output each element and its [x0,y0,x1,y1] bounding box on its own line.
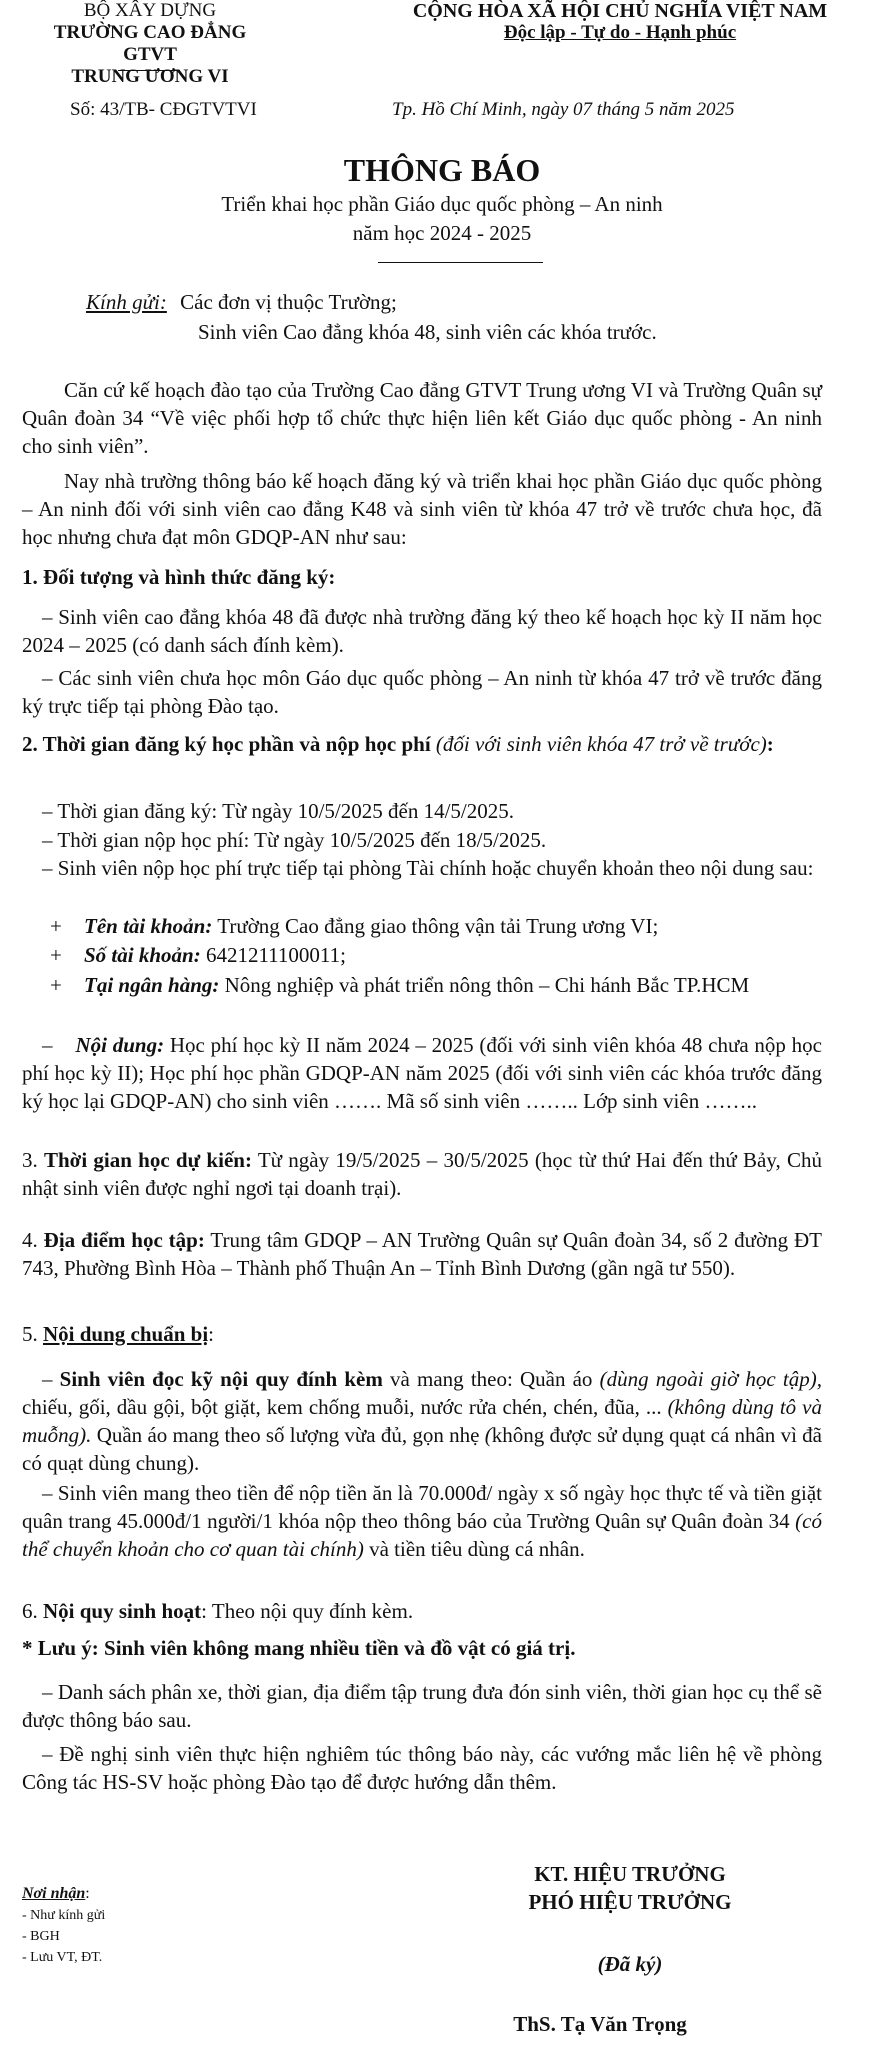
section3-text: Từ ngày 19/5/2025 – 30/5/2025 (học từ thứ Hai đến thứ Bảy, Chủ nhật sinh viên được nghỉ ngơi tại doanh trại). [22,1148,822,1200]
header-right [370,0,870,44]
section2-heading-text: 2. Thời gian đăng ký học phần và nộp học phí [22,732,436,756]
section1-item2: – Các sinh viên chưa học môn Gáo dục quốc phòng – An ninh từ khóa 47 trở về trước đăng ký trực tiếp tại phòng Đào tạo. [22,666,822,718]
payment-content-value: Học phí học kỳ II năm 2024 – 2025 (đối với sinh viên khóa 48 chưa nộp học phí học kỳ II); Học phí học phần GDQP-AN năm 2025 (đối với sinh viên các khóa trước đăng ký học lại GDQP-AN) cho sinh viên ……. Mã số sinh viên …….. Lớp sinh viên …….. [22,1033,822,1113]
school-name-line1: TRƯỜNG CAO ĐẲNG GTVT [53,22,247,65]
header-left [30,0,270,88]
bank-label: Tại ngân hàng: [84,973,220,997]
section6 [22,1597,822,1625]
title-subtitle-line1: Triển khai học phần Giáo dục quốc phòng – An ninh [221,192,663,216]
bank-row [50,971,830,999]
section6-number: 6. [22,1599,43,1623]
place-date: Tp. Hồ Chí Minh, ngày 07 tháng 5 năm 2025 [392,99,735,120]
header-left-underline [118,70,180,71]
note-item1: – Danh sách phân xe, thời gian, địa điểm tập trung đưa đón sinh viên, thời gian học cụ thể sẽ được thông báo sau. [22,1680,822,1732]
section1-heading: 1. Đối tượng và hình thức đăng ký: [22,565,336,589]
plus-bullet: + [50,943,62,967]
section2-payment-method: – Sinh viên nộp học phí trực tiếp tại phòng Tài chính hoặc chuyển khoản theo nội dung sau: [42,856,814,880]
section5-number: 5. [22,1322,43,1346]
section2-fee-time: – Thời gian nộp học phí: Từ ngày 10/5/2025 đến 18/5/2025. [42,828,547,852]
recipient-line1: Các đơn vị thuộc Trường; [180,290,397,314]
signature-title-line1: KT. HIỆU TRƯỞNG [534,1862,726,1886]
section2-register-time: – Thời gian đăng ký: Từ ngày 10/5/2025 đến 14/5/2025. [42,799,515,823]
section5-paragraph2 [22,1479,822,1563]
section5-rules-emphasis: Sinh viên đọc kỹ nội quy đính kèm [59,1367,383,1391]
section5-text-c: Quần áo mang theo số lượng vừa đủ, gọn nhẹ [91,1423,485,1447]
account-name-label: Tên tài khoản: [84,914,213,938]
receivers-heading [22,1880,90,1908]
section5-paren: ( [484,1423,492,1447]
note-item2: – Đề nghị sinh viên thực hiện nghiêm túc thông báo này, các vướng mắc liên hệ về phòng Công tác HS-SV hoặc phòng Đào tạo để được hướng dẫn thêm. [22,1742,822,1794]
receiver-item: - Lưu VT, ĐT. [22,1950,103,1965]
account-number-row [50,941,830,969]
section5-text-a: và mang theo: Quần áo [382,1367,600,1391]
section5-p2-note: (có thể chuyển khoản cho cơ quan tài chính) [22,1509,822,1561]
section5-p2-text-b: và tiền tiêu dùng cá nhân. [363,1537,585,1561]
account-number-value: 6421211100011; [200,943,346,967]
intro-paragraph-1: Căn cứ kế hoạch đào tạo của Trường Cao đẳng GTVT Trung ương VI và Trường Quân sự Quân đoàn 34 “Về việc phối hợp tổ chức thực hiện liên kết Giáo dục quốc phòng - An ninh cho sinh viên”. [22,378,822,458]
recipients [86,288,397,316]
section5-paragraph1 [22,1365,822,1477]
title-underline [378,262,543,263]
signature-title-line2: PHÓ HIỆU TRƯỞNG [528,1890,732,1914]
recipient-line2: Sinh viên Cao đẳng khóa 48, sinh viên các khóa trước. [198,320,657,344]
document-number: Số: 43/TB- CĐGTVTVI [70,99,257,120]
section5-text-d: không được sử dụng quạt cá nhân vì đã có quạt dùng chung). [22,1423,822,1475]
signer-name: ThS. Tạ Văn Trọng [513,2012,687,2036]
signed-mark: (Đã ký) [597,1952,663,1976]
payment-content-row [22,1031,822,1115]
plus-bullet: + [50,914,62,938]
receivers-colon: : [85,1885,90,1902]
plus-bullet: + [50,973,62,997]
section4-number: 4. [22,1228,44,1252]
title-subtitle-line2: năm học 2024 - 2025 [352,221,532,245]
section5-text-b: chiếu, gối, dầu gội, bột giặt, kem chống muỗi, nước rửa chén, chén, đũa, ... [22,1395,668,1419]
section4-text: Trung tâm GDQP – AN Trường Quân sự Quân đoàn 34, số 2 đường ĐT 743, Phường Bình Hòa – Thành phố Thuận An – Tỉnh Bình Dương (gần ngã tư 550). [22,1228,823,1280]
payment-content-label: Nội dung: [75,1033,165,1057]
nation-name: CỘNG HÒA XÃ HỘI CHỦ NGHĨA VIỆT NAM [412,0,828,22]
bank-text [84,971,830,999]
account-number-label: Số tài khoản: [84,943,201,967]
ministry-name: BỘ XÂY DỰNG [83,0,217,21]
section3-number: 3. [22,1148,44,1172]
section4-label: Địa điểm học tập: [43,1228,205,1252]
section5-p2-text-a: – Sinh viên mang theo tiền để nộp tiền ăn là 70.000đ/ ngày x số ngày học thực tế và tiền giặt quân trang 45.000đ/1 người/1 khóa nộp theo thông báo của Trường Quân sự Quân đoàn 34 [22,1481,822,1533]
school-name-line2: TRUNG ƯƠNG VI [71,66,229,87]
section5-label: Nội dung chuẩn bị [43,1322,209,1346]
section1-item1: – Sinh viên cao đẳng khóa 48 đã được nhà trường đăng ký theo kế hoạch học kỳ II năm học 2024 – 2025 (có danh sách đính kèm). [22,605,822,657]
dash-bullet: – [42,1367,60,1391]
document-title: THÔNG BÁO [343,152,541,188]
bank-value: Nông nghiệp và phát triển nông thôn – Chi hánh Bắc TP.HCM [219,973,750,997]
section6-label: Nội quy sinh hoạt [43,1599,202,1623]
section3-label: Thời gian học dự kiến: [44,1148,252,1172]
note-heading: * Lưu ý: Sinh viên không mang nhiều tiền và đồ vật có giá trị. [22,1636,576,1660]
section3 [22,1146,822,1202]
section2-heading [22,730,822,758]
section6-text: : Theo nội quy đính kèm. [201,1599,414,1623]
receivers-label: Nơi nhận [22,1885,86,1902]
section4 [22,1226,822,1282]
receiver-item: - BGH [22,1929,60,1944]
section2-heading-colon: : [766,732,774,756]
account-name-row [50,912,830,940]
receiver-item: - Như kính gửi [22,1908,106,1923]
intro-paragraph-2: Nay nhà trường thông báo kế hoạch đăng ký và triển khai học phần Giáo dục quốc phòng – An ninh đối với sinh viên cao đẳng K48 và sinh viên từ khóa 47 trở về trước chưa học, đã học nhưng chưa đạt môn GDQP-AN như sau: [22,469,822,549]
section2-heading-note: (đối với sinh viên khóa 47 trở về trước) [435,732,767,756]
section5-note-b: (không dùng tô và muỗng). [22,1395,822,1447]
national-motto: Độc lập - Tự do - Hạnh phúc [503,22,737,43]
section5-note-a: (dùng ngoài giờ học tập), [599,1367,822,1391]
section5-heading [22,1320,822,1348]
dash-bullet: – [42,1033,53,1057]
recipients-label: Kính gửi: [86,290,167,314]
section5-colon: : [208,1322,215,1346]
account-name-value: Trường Cao đẳng giao thông vận tải Trung ương VI; [212,914,659,938]
